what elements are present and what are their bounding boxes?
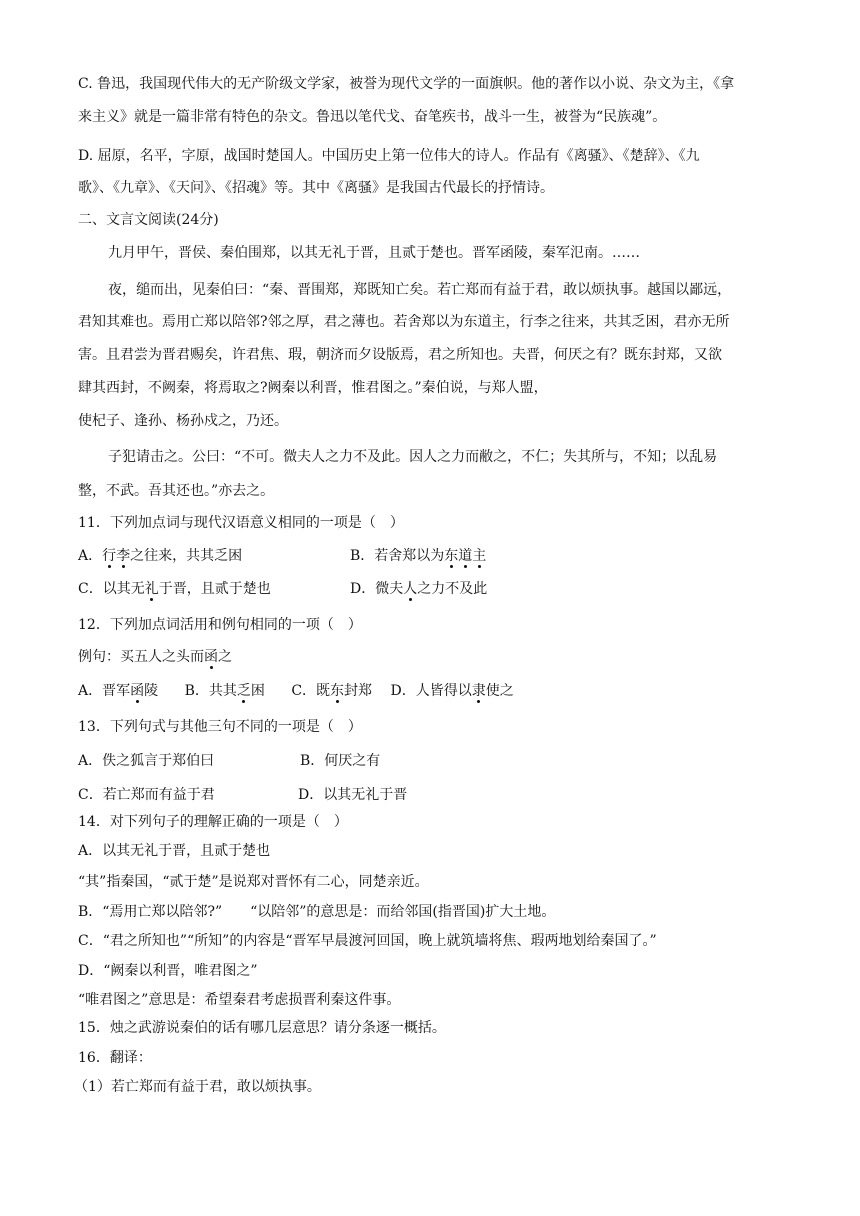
passage-paragraph-2-line1: 夜，缒而出，见秦伯曰：“秦、晋围郑，郑既知亡矣。若亡郑而有益于君，敢以烦执事。越国以鄙远，	[108, 282, 732, 298]
note-c-line2: 来主义》就是一篇非常有特色的杂文。鲁迅以笔代戈、奋笔疾书，战斗一生，被誉为“民族魂”。	[78, 109, 667, 125]
question-12-example: 例句：买五人之头而函之	[78, 649, 232, 665]
question-12-option-a: A．晋军函陵	[78, 683, 159, 699]
note-d-line1: D. 屈原，名平，字原，战国时楚国人。中国历史上第一位伟大的诗人。作品有《离骚》、《楚辞》、《九	[78, 148, 700, 164]
note-c-line1: C. 鲁迅，我国现代伟大的无产阶级文学家，被誉为现代文学的一面旗帜。他的著作以小说、杂文为主，《拿	[78, 76, 735, 92]
question-12-stem: 12．下列加点词活用和例句相同的一项（ ）	[78, 617, 362, 633]
question-16-stem: 16．翻译：	[78, 1050, 152, 1066]
question-14-option-d: D．“阙秦以利晋，唯君图之”	[78, 963, 258, 979]
question-12-option-d: D．人皆得以隶使之	[390, 683, 514, 699]
question-12-option-c: C．既东封郑	[291, 683, 373, 699]
question-15-stem: 15．烛之武游说秦伯的话有哪几层意思？请分条逐一概括。	[78, 1020, 446, 1036]
question-14-stem: 14．对下列句子的理解正确的一项是（ ）	[78, 814, 348, 830]
passage-paragraph-3-line1: 子犯请击之。公曰：“不可。微夫人之力不及此。因人之力而敝之，不仁；失其所与，不知；以乱易	[108, 449, 718, 465]
question-13-option-a: A．佚之狐言于郑伯曰	[78, 753, 215, 769]
passage-paragraph-2-line3: 害。且君尝为晋君赐矣，许君焦、瑕，朝济而夕设版焉，君之所知也。夫晋，何厌之有？既东封郑，又欲	[78, 347, 722, 363]
question-12-option-b: B．共其乏困	[184, 683, 265, 699]
passage-paragraph-3-line2: 整，不武。吾其还也。”亦去之。	[78, 483, 275, 499]
passage-paragraph-2-line4: 肆其西封，不阙秦，将焉取之?阙秦以利晋，惟君图之。”秦伯说，与郑人盟，	[78, 380, 548, 396]
question-14-option-d-explanation: “唯君图之”意思是：希望秦君考虑损晋利秦这件事。	[78, 992, 401, 1008]
question-11-stem: 11．下列加点词与现代汉语意义相同的一项是（ ）	[78, 515, 404, 531]
question-14-option-a: A．以其无礼于晋，且贰于楚也	[78, 843, 271, 859]
passage-paragraph-2-line5: 使杞子、逢孙、杨孙戍之，乃还。	[78, 413, 288, 429]
question-11-option-c: C．以其无礼于晋，且贰于楚也	[78, 581, 271, 597]
question-14-option-a-explanation: “其”指秦国，“贰于楚”是说郑对晋怀有二心，同楚亲近。	[78, 874, 429, 890]
question-13-option-c: C．若亡郑而有益于君	[78, 787, 215, 803]
passage-paragraph-2-line2: 君知其难也。焉用亡郑以陪邻?邻之厚，君之薄也。若舍郑以为东道主，行李之往来，共其乏困，君亦无所	[78, 314, 730, 330]
question-14-option-b: B．“焉用亡郑以陪邻?” “以陪邻”的意思是：而给邻国(指晋国)扩大土地。	[78, 904, 556, 920]
passage-paragraph-1: 九月甲午，晋侯、秦伯围郑，以其无礼于晋，且贰于楚也。晋军函陵，秦军氾南。……	[108, 245, 640, 261]
question-14-option-c: C．“君之所知也”“所知”的内容是“晋军早晨渡河回国，晚上就筑墙将焦、瑕两地划给秦国了。”	[78, 933, 657, 949]
question-13-option-d: D．以其无礼于晋	[298, 787, 408, 803]
question-13-option-b: B．何厌之有	[300, 753, 381, 769]
question-16-item-1: （1）若亡郑而有益于君，敢以烦执事。	[74, 1079, 321, 1095]
question-11-option-a: A．行李之往来，共其乏困	[78, 548, 243, 564]
question-11-option-d: D．微夫人之力不及此	[350, 581, 488, 597]
question-12-options	[78, 681, 514, 701]
section-heading: 二、文言文阅读(24分)	[78, 212, 219, 228]
question-11-option-b: B．若舍郑以为东道主	[350, 548, 487, 564]
question-13-stem: 13．下列句式与其他三句不同的一项是（ ）	[78, 719, 362, 735]
note-d-line2: 歌》、《九章》、《天问》、《招魂》等。其中《离骚》是我国古代最长的抒情诗。	[78, 180, 554, 196]
